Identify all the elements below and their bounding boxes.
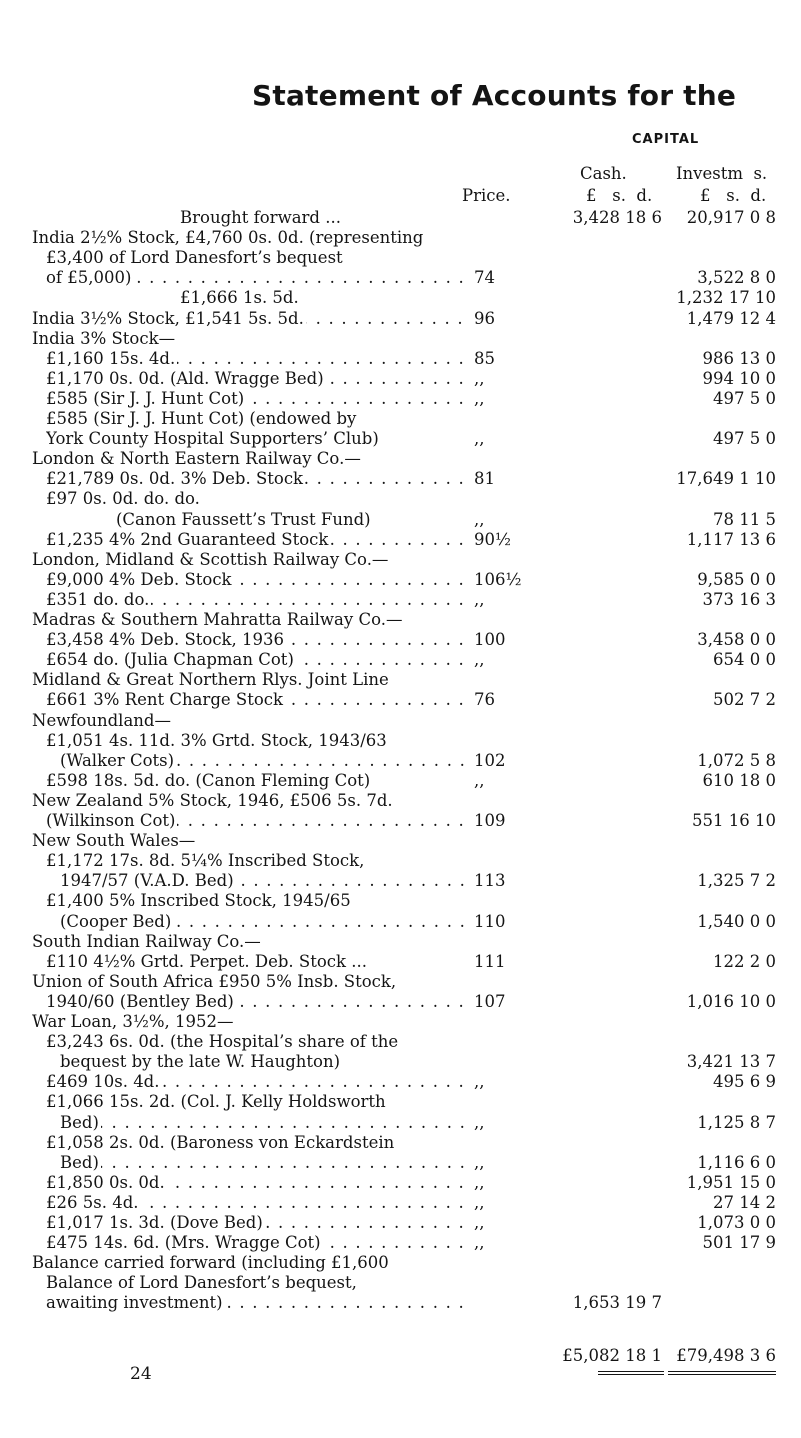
row-description-text: £1,172 17s. 8d. 5¼% Inscribed Stock, bbox=[46, 851, 365, 870]
table-row bbox=[0, 610, 801, 630]
row-investment: 654 0 0 bbox=[713, 650, 776, 669]
row-description-text: (Cooper Bed) bbox=[60, 912, 172, 931]
table-row bbox=[0, 1193, 801, 1213]
table-row bbox=[0, 771, 801, 791]
row-description bbox=[60, 1113, 470, 1133]
price-column-header: Price. bbox=[462, 186, 511, 205]
table-row bbox=[0, 1052, 801, 1072]
row-description-text: of £5,000) bbox=[46, 268, 132, 287]
table-row bbox=[0, 751, 801, 771]
row-description-text: £598 18s. 5d. do. (Canon Fleming Cot) bbox=[46, 771, 371, 790]
table-row bbox=[0, 1012, 801, 1032]
investments-total-rule bbox=[668, 1371, 776, 1372]
row-investment: 122 2 0 bbox=[713, 952, 776, 971]
row-description bbox=[32, 670, 470, 690]
investments-units-header: £ s. d. bbox=[700, 186, 767, 205]
row-description-text: awaiting investment) bbox=[46, 1293, 223, 1312]
row-description-text: New South Wales— bbox=[32, 831, 196, 850]
row-investment: 3,458 0 0 bbox=[697, 630, 776, 649]
row-description-text: £661 3% Rent Charge Stock bbox=[46, 690, 284, 709]
row-description-text: South Indian Railway Co.— bbox=[32, 932, 261, 951]
table-row bbox=[0, 349, 801, 369]
row-description bbox=[46, 489, 470, 509]
row-investment: 17,649 1 10 bbox=[676, 469, 776, 488]
row-description bbox=[46, 1273, 470, 1293]
row-description bbox=[46, 530, 470, 550]
row-description-text: Midland & Great Northern Rlys. Joint Line bbox=[32, 670, 389, 689]
row-investment: 994 10 0 bbox=[702, 369, 776, 388]
row-price: ,, bbox=[474, 1213, 485, 1232]
row-description bbox=[46, 992, 470, 1012]
table-row bbox=[0, 972, 801, 992]
row-description-text: 1947/57 (V.A.D. Bed) bbox=[60, 871, 234, 890]
row-description-text: New Zealand 5% Stock, 1946, £506 5s. 7d. bbox=[32, 791, 393, 810]
table-row bbox=[0, 932, 801, 952]
row-description bbox=[46, 389, 470, 409]
table-row bbox=[0, 550, 801, 570]
row-description bbox=[46, 590, 470, 610]
totals-row bbox=[0, 1346, 801, 1366]
row-description-text: £475 14s. 6d. (Mrs. Wragge Cot) bbox=[46, 1233, 321, 1252]
row-description bbox=[32, 329, 470, 349]
row-description-text: £1,017 1s. 3d. (Dove Bed) bbox=[46, 1213, 263, 1232]
table-row bbox=[0, 469, 801, 489]
row-description bbox=[32, 972, 470, 992]
row-description bbox=[32, 711, 470, 731]
row-description bbox=[60, 751, 470, 771]
row-description bbox=[32, 831, 470, 851]
row-description bbox=[46, 1213, 470, 1233]
row-description bbox=[32, 791, 470, 811]
row-description bbox=[32, 228, 470, 248]
row-description bbox=[32, 550, 470, 570]
row-price: ,, bbox=[474, 650, 485, 669]
row-description bbox=[46, 811, 470, 831]
row-investment: 497 5 0 bbox=[713, 429, 776, 448]
row-price: 109 bbox=[474, 811, 506, 830]
table-row bbox=[0, 1253, 801, 1273]
table-row bbox=[0, 912, 801, 932]
row-description bbox=[32, 1012, 470, 1032]
row-description-text: London, Midland & Scottish Railway Co.— bbox=[32, 550, 389, 569]
row-investment: 551 16 10 bbox=[692, 811, 776, 830]
row-description bbox=[46, 771, 470, 791]
table-row bbox=[0, 1113, 801, 1133]
row-description bbox=[60, 871, 470, 891]
row-description-text: (Walker Cots) bbox=[60, 751, 175, 770]
row-investment: 1,125 8 7 bbox=[697, 1113, 776, 1132]
row-investment: 1,232 17 10 bbox=[676, 288, 776, 307]
row-investment: 1,479 12 4 bbox=[686, 309, 776, 328]
row-description-text: £1,051 4s. 11d. 3% Grtd. Stock, 1943/63 bbox=[46, 731, 387, 750]
row-investment: 502 7 2 bbox=[713, 690, 776, 709]
table-row bbox=[0, 590, 801, 610]
row-description-text: Union of South Africa £950 5% Insb. Stock, bbox=[32, 972, 397, 991]
row-description-text: £26 5s. 4d. bbox=[46, 1193, 139, 1212]
table-row bbox=[0, 268, 801, 288]
table-row bbox=[0, 1153, 801, 1173]
row-investment: 27 14 2 bbox=[713, 1193, 776, 1212]
table-row bbox=[0, 811, 801, 831]
table-row bbox=[0, 389, 801, 409]
row-description bbox=[46, 469, 470, 489]
row-description bbox=[46, 1072, 470, 1092]
row-description-text: £1,058 2s. 0d. (Baroness von Eckardstein bbox=[46, 1133, 395, 1152]
row-description bbox=[46, 1233, 470, 1253]
row-description-text: £110 4½% Grtd. Perpet. Deb. Stock ... bbox=[46, 952, 367, 971]
row-description bbox=[180, 208, 470, 228]
row-investment: 610 18 0 bbox=[702, 771, 776, 790]
page-title: Statement of Accounts for the bbox=[252, 79, 737, 112]
row-investment: 1,117 13 6 bbox=[686, 530, 776, 549]
row-description bbox=[32, 932, 470, 952]
table-row bbox=[0, 489, 801, 509]
table-row bbox=[0, 208, 801, 228]
row-description-text: £1,850 0s. 0d. bbox=[46, 1173, 165, 1192]
table-row bbox=[0, 288, 801, 308]
row-description-text: £9,000 4% Deb. Stock bbox=[46, 570, 232, 589]
row-investment: 495 6 9 bbox=[713, 1072, 776, 1091]
row-investment: 1,325 7 2 bbox=[697, 871, 776, 890]
row-investment: 1,116 6 0 bbox=[697, 1153, 776, 1172]
row-price: ,, bbox=[474, 510, 485, 529]
row-description-text: £3,400 of Lord Danesfort’s bequest bbox=[46, 248, 343, 267]
row-description bbox=[32, 610, 470, 630]
row-description bbox=[46, 1193, 470, 1213]
row-price: ,, bbox=[474, 429, 485, 448]
row-price: 107 bbox=[474, 992, 506, 1011]
row-description bbox=[116, 510, 470, 530]
row-description-text: £1,160 15s. 4d. bbox=[46, 349, 176, 368]
row-description bbox=[46, 690, 470, 710]
row-description-text: £585 (Sir J. J. Hunt Cot) (endowed by bbox=[46, 409, 357, 428]
row-description-text: £1,400 5% Inscribed Stock, 1945/65 bbox=[46, 891, 351, 910]
row-description-text: 1940/60 (Bentley Bed) bbox=[46, 992, 234, 1011]
table-row bbox=[0, 1293, 801, 1313]
table-row bbox=[0, 1092, 801, 1112]
row-description bbox=[46, 731, 470, 751]
row-description-text: York County Hospital Supporters’ Club) bbox=[46, 429, 379, 448]
row-description bbox=[46, 429, 470, 449]
row-price: 85 bbox=[474, 349, 495, 368]
row-description-text: Newfoundland— bbox=[32, 711, 171, 730]
row-price: 113 bbox=[474, 871, 506, 890]
row-price: 111 bbox=[474, 952, 506, 971]
row-description-text: War Loan, 3½%, 1952— bbox=[32, 1012, 234, 1031]
row-description bbox=[46, 1032, 470, 1052]
row-description bbox=[60, 912, 470, 932]
row-price: ,, bbox=[474, 771, 485, 790]
table-row bbox=[0, 851, 801, 871]
table-row bbox=[0, 409, 801, 429]
cash-total-double-rule bbox=[598, 1374, 664, 1375]
row-description-text: £1,666 1s. 5d. bbox=[180, 288, 299, 307]
row-description bbox=[46, 630, 470, 650]
row-investment: 986 13 0 bbox=[702, 349, 776, 368]
table-row bbox=[0, 570, 801, 590]
table-row bbox=[0, 711, 801, 731]
row-description bbox=[46, 570, 470, 590]
row-investment: 1,073 0 0 bbox=[697, 1213, 776, 1232]
row-investment: 9,585 0 0 bbox=[697, 570, 776, 589]
row-description-text: £3,243 6s. 0d. (the Hospital’s share of the bbox=[46, 1032, 399, 1051]
table-row bbox=[0, 1233, 801, 1253]
row-price: ,, bbox=[474, 369, 485, 388]
row-price: 76 bbox=[474, 690, 495, 709]
row-cash: 1,653 19 7 bbox=[572, 1293, 662, 1312]
section-subtitle: CAPITAL bbox=[632, 132, 700, 147]
cash-column-header: Cash. bbox=[580, 164, 627, 183]
row-investment: 3,421 13 7 bbox=[686, 1052, 776, 1071]
row-description-text: bequest by the late W. Haughton) bbox=[60, 1052, 341, 1071]
row-description-text: (Wilkinson Cot) bbox=[46, 811, 176, 830]
cash-units-header: £ s. d. bbox=[586, 186, 653, 205]
row-description-text: £1,066 15s. 2d. (Col. J. Kelly Holdsworth bbox=[46, 1092, 386, 1111]
row-price: ,, bbox=[474, 590, 485, 609]
row-description-text: Balance carried forward (including £1,600 bbox=[32, 1253, 389, 1272]
row-price: 74 bbox=[474, 268, 495, 287]
table-row bbox=[0, 992, 801, 1012]
table-row bbox=[0, 1032, 801, 1052]
row-price: 81 bbox=[474, 469, 495, 488]
table-row bbox=[0, 1072, 801, 1092]
row-investment: 78 11 5 bbox=[713, 510, 776, 529]
row-description-text: £97 0s. 0d. do. do. bbox=[46, 489, 200, 508]
row-description-text: India 3% Stock— bbox=[32, 329, 176, 348]
row-description bbox=[32, 449, 470, 469]
table-row bbox=[0, 429, 801, 449]
table-row bbox=[0, 1213, 801, 1233]
row-description-text: Bed) bbox=[60, 1153, 99, 1172]
investments-column-header: Investm s. bbox=[676, 164, 768, 183]
row-description bbox=[32, 309, 470, 329]
row-description bbox=[46, 349, 470, 369]
row-description bbox=[46, 1133, 470, 1153]
row-investment: 1,016 10 0 bbox=[686, 992, 776, 1011]
row-price: 100 bbox=[474, 630, 506, 649]
row-price: ,, bbox=[474, 389, 485, 408]
row-price: ,, bbox=[474, 1233, 485, 1252]
table-row bbox=[0, 1173, 801, 1193]
table-row bbox=[0, 670, 801, 690]
row-description bbox=[46, 952, 470, 972]
row-price: 106½ bbox=[474, 570, 522, 589]
row-description-text: London & North Eastern Railway Co.— bbox=[32, 449, 361, 468]
row-investment: 1,540 0 0 bbox=[697, 912, 776, 931]
row-price: 110 bbox=[474, 912, 506, 931]
row-description bbox=[60, 1153, 470, 1173]
row-description-text: India 3½% Stock, £1,541 5s. 5d. bbox=[32, 309, 304, 328]
row-price: ,, bbox=[474, 1173, 485, 1192]
row-description bbox=[46, 650, 470, 670]
row-description bbox=[60, 1052, 470, 1072]
row-description bbox=[46, 1092, 470, 1112]
row-description-text: £351 do. do. bbox=[46, 590, 150, 609]
row-description-text: £469 10s. 4d. bbox=[46, 1072, 160, 1091]
table-row bbox=[0, 228, 801, 248]
row-description bbox=[46, 268, 470, 288]
row-description bbox=[32, 1253, 470, 1273]
row-description bbox=[46, 248, 470, 268]
row-description bbox=[180, 288, 470, 308]
table-row bbox=[0, 831, 801, 851]
row-price: 96 bbox=[474, 309, 495, 328]
row-investment: 3,522 8 0 bbox=[697, 268, 776, 287]
table-row bbox=[0, 369, 801, 389]
table-row bbox=[0, 329, 801, 349]
table-row bbox=[0, 248, 801, 268]
row-description-text: (Canon Faussett’s Trust Fund) bbox=[116, 510, 371, 529]
table-row bbox=[0, 650, 801, 670]
row-price: 90½ bbox=[474, 530, 511, 549]
row-description-text: £1,235 4% 2nd Guaranteed Stock bbox=[46, 530, 329, 549]
table-row bbox=[0, 1133, 801, 1153]
row-price: ,, bbox=[474, 1193, 485, 1212]
investments-total-double-rule bbox=[668, 1374, 776, 1375]
table-row bbox=[0, 510, 801, 530]
row-investment: 501 17 9 bbox=[702, 1233, 776, 1252]
row-description-text: Bed) bbox=[60, 1113, 99, 1132]
row-cash: 3,428 18 6 bbox=[572, 208, 662, 227]
row-description bbox=[46, 1293, 470, 1313]
row-description-text: India 2½% Stock, £4,760 0s. 0d. (representing bbox=[32, 228, 424, 247]
row-description-text: Madras & Southern Mahratta Railway Co.— bbox=[32, 610, 403, 629]
row-price: ,, bbox=[474, 1113, 485, 1132]
cash-total-rule bbox=[598, 1371, 664, 1372]
row-investment: 1,072 5 8 bbox=[697, 751, 776, 770]
row-description-text: Balance of Lord Danesfort’s bequest, bbox=[46, 1273, 357, 1292]
table-row bbox=[0, 952, 801, 972]
table-row bbox=[0, 309, 801, 329]
row-description-text: £585 (Sir J. J. Hunt Cot) bbox=[46, 389, 245, 408]
table-row bbox=[0, 891, 801, 911]
row-description-text: £1,170 0s. 0d. (Ald. Wragge Bed) bbox=[46, 369, 324, 388]
table-row bbox=[0, 630, 801, 650]
row-investment: 20,917 0 8 bbox=[686, 208, 776, 227]
row-description-text: Brought forward ... bbox=[180, 208, 341, 227]
table-row bbox=[0, 530, 801, 550]
table-row bbox=[0, 791, 801, 811]
row-investment: 497 5 0 bbox=[713, 389, 776, 408]
row-description bbox=[46, 409, 470, 429]
table-row bbox=[0, 449, 801, 469]
row-price: ,, bbox=[474, 1153, 485, 1172]
investments-total: £79,498 3 6 bbox=[676, 1346, 776, 1365]
row-description bbox=[46, 851, 470, 871]
row-price: ,, bbox=[474, 1072, 485, 1091]
row-investment: 373 16 3 bbox=[702, 590, 776, 609]
row-description bbox=[46, 891, 470, 911]
table-row bbox=[0, 1273, 801, 1293]
row-description-text: £3,458 4% Deb. Stock, 1936 bbox=[46, 630, 285, 649]
row-description-text: £654 do. (Julia Chapman Cot) bbox=[46, 650, 294, 669]
row-description bbox=[46, 369, 470, 389]
table-row bbox=[0, 731, 801, 751]
table-row bbox=[0, 871, 801, 891]
row-investment: 1,951 15 0 bbox=[686, 1173, 776, 1192]
row-description-text: £21,789 0s. 0d. 3% Deb. Stock bbox=[46, 469, 304, 488]
page-number: 24 bbox=[130, 1364, 152, 1384]
row-price: 102 bbox=[474, 751, 506, 770]
row-description bbox=[46, 1173, 470, 1193]
table-row bbox=[0, 690, 801, 710]
cash-total: £5,082 18 1 bbox=[562, 1346, 662, 1365]
